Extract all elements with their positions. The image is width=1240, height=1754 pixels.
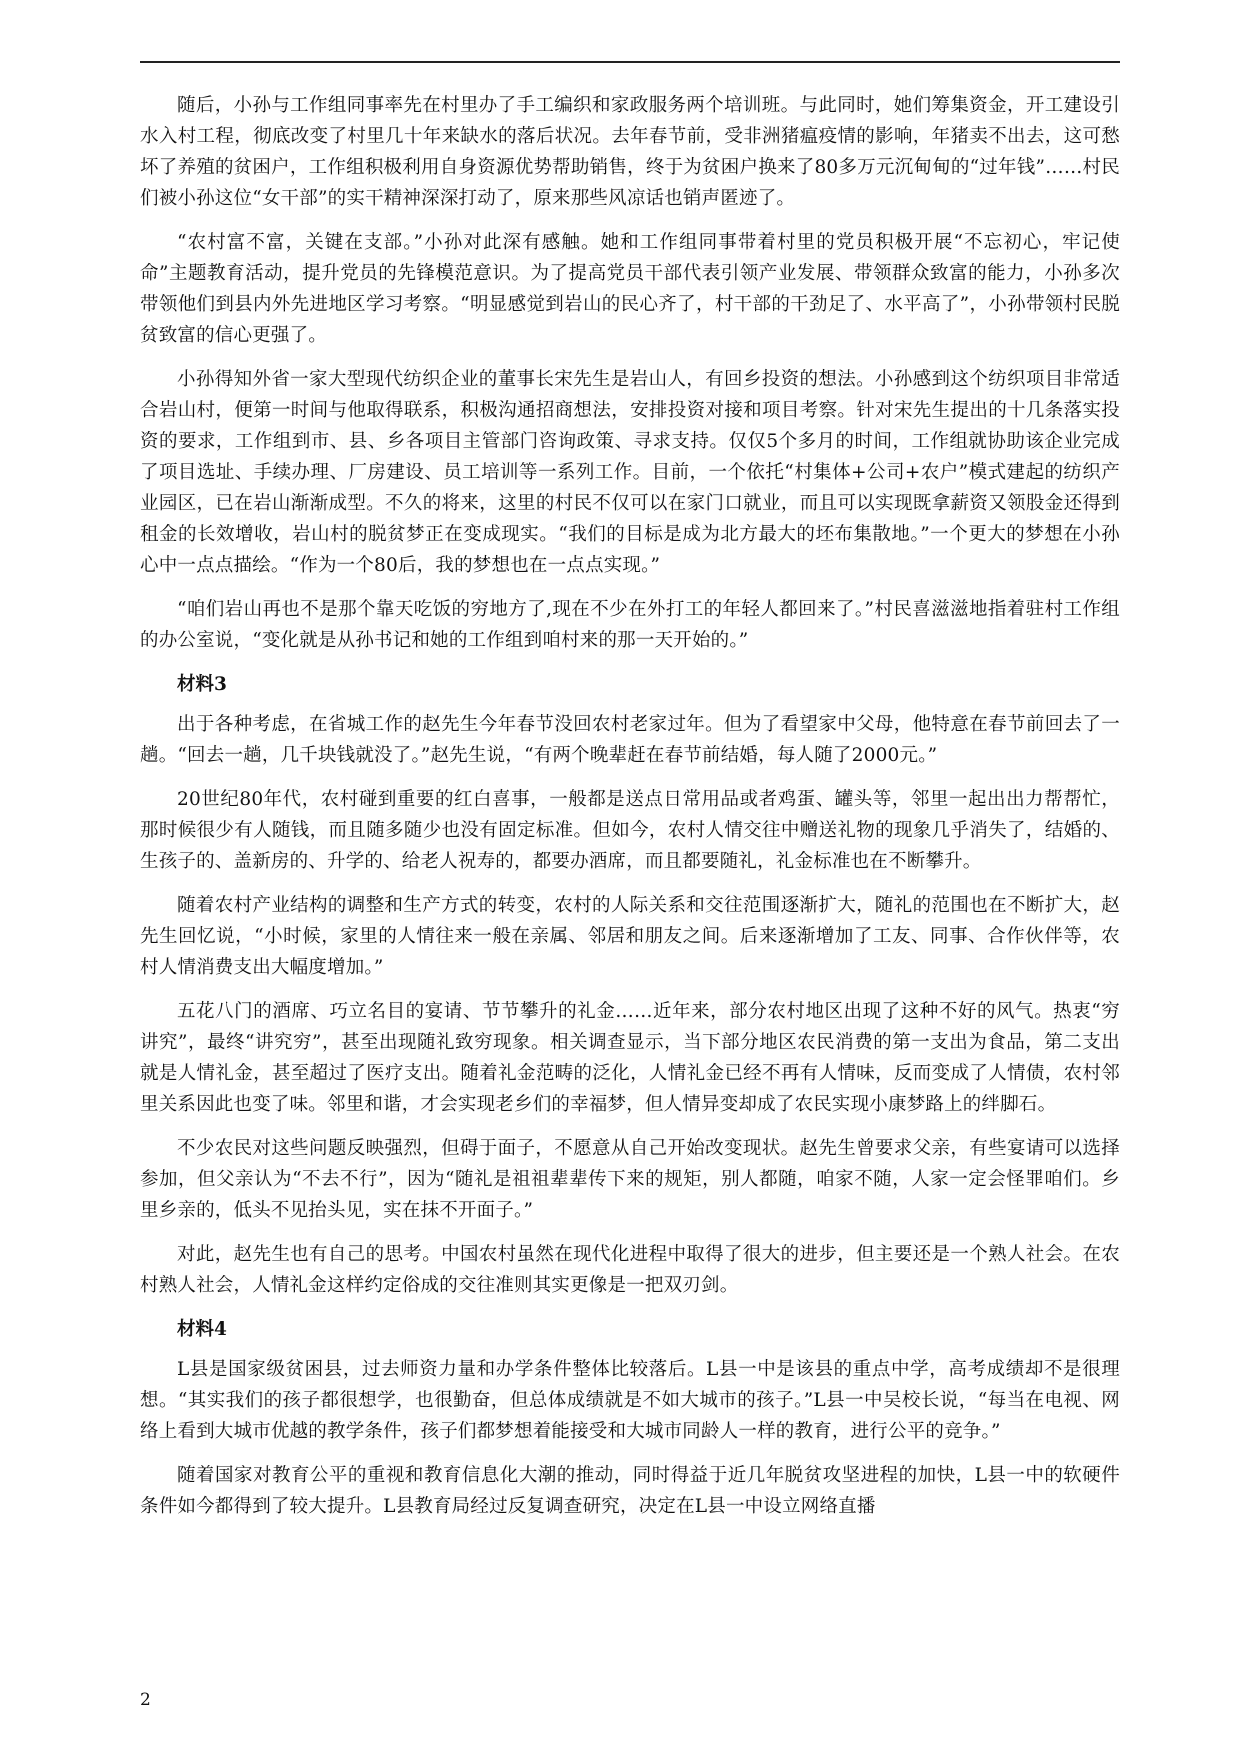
paragraph: 随着农村产业结构的调整和生产方式的转变，农村的人际关系和交往范围逐渐扩大，随礼的范围也在不断扩大，赵先生回忆说，“小时候，家里的人情往来一般在亲属、邻居和朋友之间。后来逐渐增加了工友、同事、合作伙伴等，农村人情消费支出大幅度增加。” (140, 895, 1120, 978)
paragraph: 不少农民对这些问题反映强烈，但碍于面子，不愿意从自己开始改变现状。赵先生曾要求父亲，有些宴请可以选择参加，但父亲认为“不去不行”，因为“随礼是祖祖辈辈传下来的规矩，别人都随，咱家不随，人家一定会怪罪咱们。乡里乡亲的，低头不见抬头见，实在抹不开面子。” (140, 1138, 1120, 1221)
section-heading: 材料3 (177, 674, 227, 695)
paragraph: 20世纪80年代，农村碰到重要的红白喜事，一般都是送点日常用品或者鸡蛋、罐头等，邻里一起出出力帮帮忙，那时候很少有人随钱，而且随多随少也没有固定标准。但如今，农村人情交往中赠送礼物的现象几乎消失了，结婚的、生孩子的、盖新房的、升学的、给老人祝寿的，都要办酒席，而且都要随礼，礼金标准也在不断攀升。 (140, 789, 1120, 872)
paragraph: 随着国家对教育公平的重视和教育信息化大潮的推动，同时得益于近几年脱贫攻坚进程的加快，L县一中的软硬件条件如今都得到了较大提升。L县教育局经过反复调查研究，决定在L县一中设立网络直播 (140, 1465, 1120, 1517)
paragraph: 出于各种考虑，在省城工作的赵先生今年春节没回农村老家过年。但为了看望家中父母，他特意在春节前回去了一趟。“回去一趟，几千块钱就没了。”赵先生说，“有两个晚辈赶在春节前结婚，每人随了2000元。” (140, 714, 1120, 766)
paragraph: 五花八门的酒席、巧立名目的宴请、节节攀升的礼金……近年来，部分农村地区出现了这种不好的风气。热衷“穷讲究”，最终“讲究穷”，甚至出现随礼致穷现象。相关调查显示，当下部分地区农民消费的第一支出为食品，第二支出就是人情礼金，甚至超过了医疗支出。随着礼金范畴的泛化，人情礼金已经不再有人情味，反而变成了人情债，农村邻里关系因此也变了味。邻里和谐，才会实现老乡们的幸福梦，但人情异变却成了农民实现小康梦路上的绊脚石。 (140, 1001, 1120, 1115)
section-heading: 材料4 (177, 1319, 227, 1340)
header-rule (140, 61, 1120, 63)
paragraph: 对此，赵先生也有自己的思考。中国农村虽然在现代化进程中取得了很大的进步，但主要还是一个熟人社会。在农村熟人社会，人情礼金这样约定俗成的交往准则其实更像是一把双刃剑。 (140, 1244, 1120, 1296)
paragraph: “农村富不富，关键在支部。”小孙对此深有感触。她和工作组同事带着村里的党员积极开展“不忘初心，牢记使命”主题教育活动，提升党员的先锋模范意识。为了提高党员干部代表引领产业发展、带领群众致富的能力，小孙多次带领他们到县内外先进地区学习考察。“明显感觉到岩山的民心齐了，村干部的干劲足了、水平高了”，小孙带领村民脱贫致富的信心更强了。 (140, 232, 1120, 346)
page-number: 2 (140, 1690, 151, 1710)
paragraph: L县是国家级贫困县，过去师资力量和办学条件整体比较落后。L县一中是该县的重点中学，高考成绩却不是很理想。“其实我们的孩子都很想学，也很勤奋，但总体成绩就是不如大城市的孩子。”L县一中吴校长说，“每当在电视、网络上看到大城市优越的教学条件，孩子们都梦想着能接受和大城市同龄人一样的教育，进行公平的竞争。” (140, 1359, 1120, 1442)
paragraph: 随后，小孙与工作组同事率先在村里办了手工编织和家政服务两个培训班。与此同时，她们筹集资金，开工建设引水入村工程，彻底改变了村里几十年来缺水的落后状况。去年春节前，受非洲猪瘟疫情的影响，年猪卖不出去，这可愁坏了养殖的贫困户，工作组积极利用自身资源优势帮助销售，终于为贫困户换来了80多万元沉甸甸的“过年钱”……村民们被小孙这位“女干部”的实干精神深深打动了，原来那些风凉话也销声匿迹了。 (140, 95, 1120, 209)
paragraph: 小孙得知外省一家大型现代纺织企业的董事长宋先生是岩山人，有回乡投资的想法。小孙感到这个纺织项目非常适合岩山村，便第一时间与他取得联系，积极沟通招商想法，安排投资对接和项目考察。针对宋先生提出的十几条落实投资的要求，工作组到市、县、乡各项目主管部门咨询政策、寻求支持。仅仅5个多月的时间，工作组就协助该企业完成了项目选址、手续办理、厂房建设、员工培训等一系列工作。目前，一个依托“村集体+公司+农户”模式建起的纺织产业园区，已在岩山渐渐成型。不久的将来，这里的村民不仅可以在家门口就业，而且可以实现既拿薪资又领股金还得到租金的长效增收，岩山村的脱贫梦正在变成现实。“我们的目标是成为北方最大的坯布集散地。”一个更大的梦想在小孙心中一点点描绘。“作为一个80后，我的梦想也在一点点实现。” (140, 369, 1120, 576)
document-body (140, 90, 1120, 1535)
paragraph: “咱们岩山再也不是那个靠天吃饭的穷地方了,现在不少在外打工的年轻人都回来了。”村民喜滋滋地指着驻村工作组的办公室说，“变化就是从孙书记和她的工作组到咱村来的那一天开始的。” (140, 599, 1120, 651)
